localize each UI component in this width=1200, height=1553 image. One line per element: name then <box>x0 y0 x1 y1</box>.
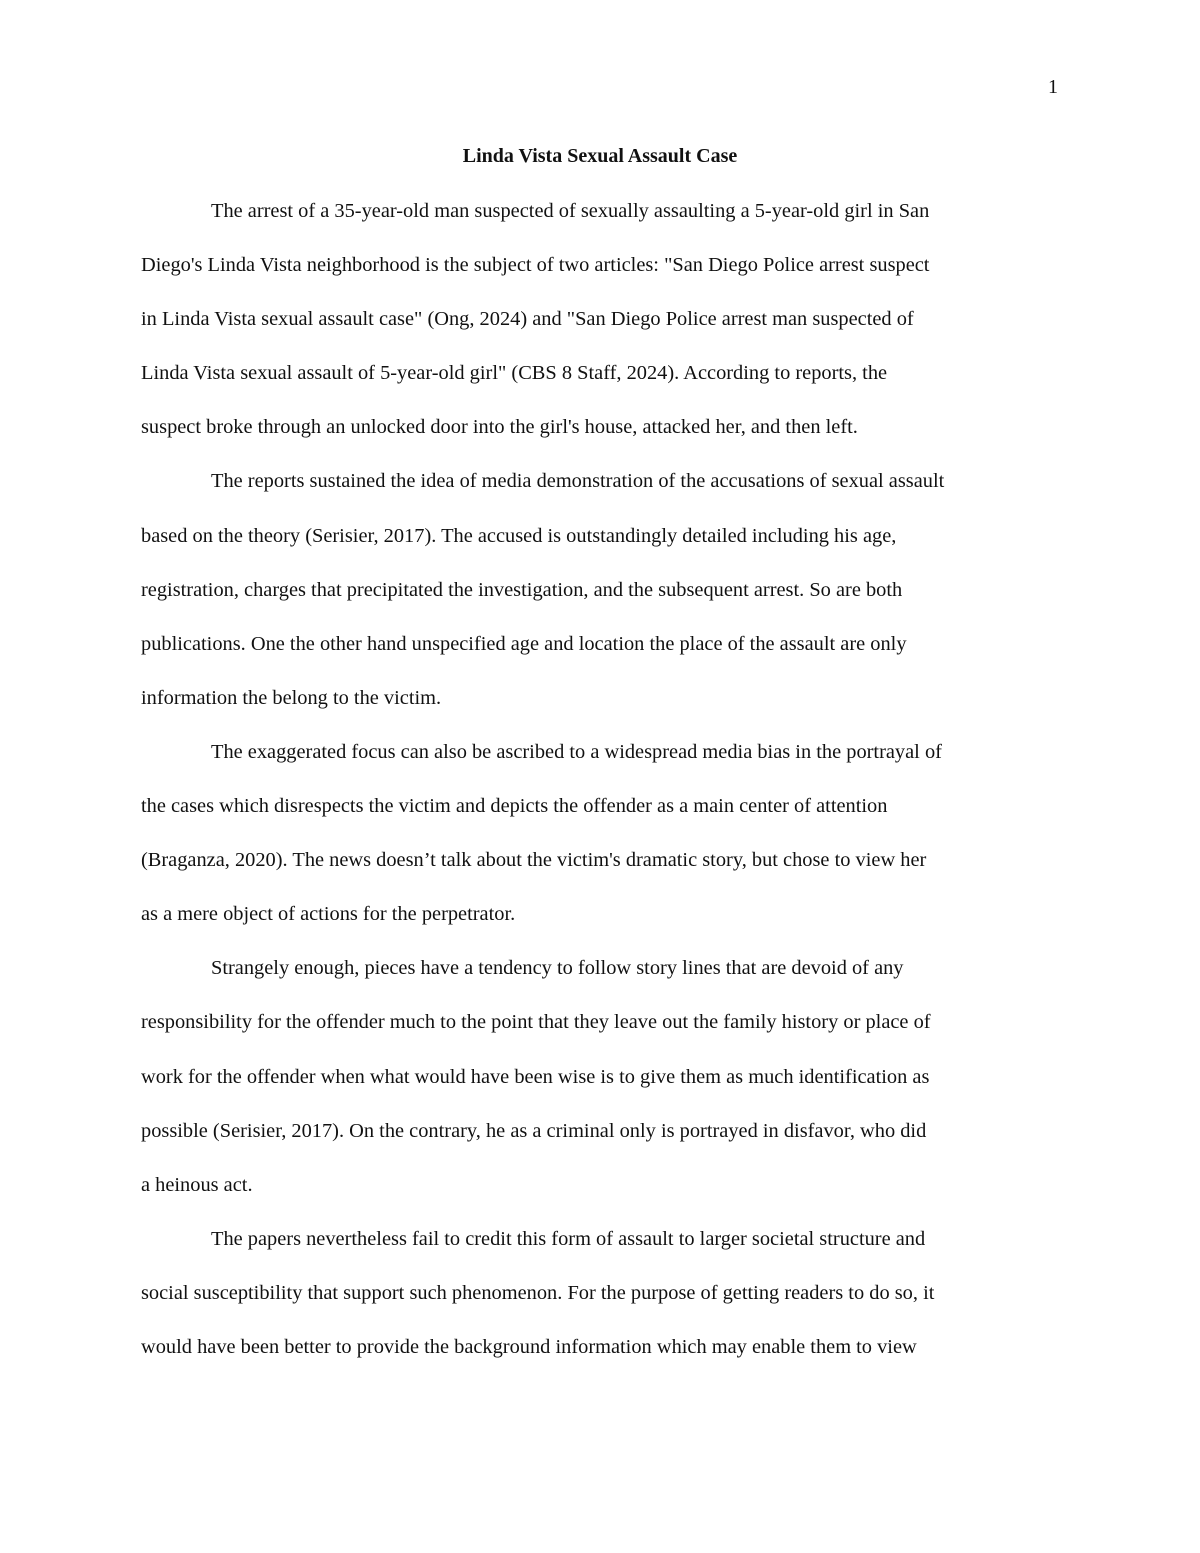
paragraph-line: responsibility for the offender much to the point that they leave out the family history or place of <box>141 1011 931 1034</box>
paragraph-line: suspect broke through an unlocked door into the girl's house, attacked her, and then left. <box>141 416 858 439</box>
paragraph-line: The papers nevertheless fail to credit this form of assault to larger societal structure and <box>211 1227 926 1250</box>
document-body <box>141 184 1061 1374</box>
page-number: 1 <box>1048 76 1058 98</box>
paragraph-line: in Linda Vista sexual assault case" (Ong, 2024) and "San Diego Police arrest man suspected of <box>141 308 914 331</box>
paragraph-4 <box>141 941 1061 1211</box>
paragraph-line: The arrest of a 35-year-old man suspected of sexually assaulting a 5-year-old girl in San <box>211 200 930 222</box>
paragraph-2 <box>141 454 1061 724</box>
paragraph-line: registration, charges that precipitated the investigation, and the subsequent arrest. So are both <box>141 578 903 601</box>
paragraph-line: social susceptibility that support such phenomenon. For the purpose of getting readers to do so, it <box>141 1281 935 1304</box>
paragraph-line: publications. One the other hand unspecified age and location the place of the assault are only <box>141 632 907 655</box>
paragraph-line: the cases which disrespects the victim and depicts the offender as a main center of attention <box>141 795 888 818</box>
paragraph-line: as a mere object of actions for the perpetrator. <box>141 903 516 926</box>
paragraph-line: The reports sustained the idea of media demonstration of the accusations of sexual assault <box>211 470 945 493</box>
paragraph-line: The exaggerated focus can also be ascribed to a widespread media bias in the portrayal of <box>211 740 942 763</box>
paragraph-line: based on the theory (Serisier, 2017). The accused is outstandingly detailed including his age, <box>141 524 897 547</box>
paragraph-line: work for the offender when what would have been wise is to give them as much identification as <box>141 1065 930 1088</box>
paragraph-line: information the belong to the victim. <box>141 686 442 709</box>
paragraph-5 <box>141 1212 1061 1374</box>
document-title: Linda Vista Sexual Assault Case <box>462 145 738 167</box>
paragraph-3 <box>141 725 1061 941</box>
paragraph-line: (Braganza, 2020). The news doesn’t talk about the victim's dramatic story, but chose to view her <box>141 849 927 872</box>
paragraph-1 <box>141 184 1061 454</box>
paragraph-line: Linda Vista sexual assault of 5-year-old girl" (CBS 8 Staff, 2024). According to reports, the <box>141 362 888 385</box>
paragraph-line: a heinous act. <box>141 1173 253 1196</box>
paragraph-line: Strangely enough, pieces have a tendency to follow story lines that are devoid of any <box>211 957 904 980</box>
paragraph-line: would have been better to provide the background information which may enable them to view <box>141 1335 917 1358</box>
paragraph-line: Diego's Linda Vista neighborhood is the subject of two articles: "San Diego Police arrest suspect <box>141 254 930 277</box>
paragraph-line: possible (Serisier, 2017). On the contrary, he as a criminal only is portrayed in disfavor, who did <box>141 1119 927 1142</box>
